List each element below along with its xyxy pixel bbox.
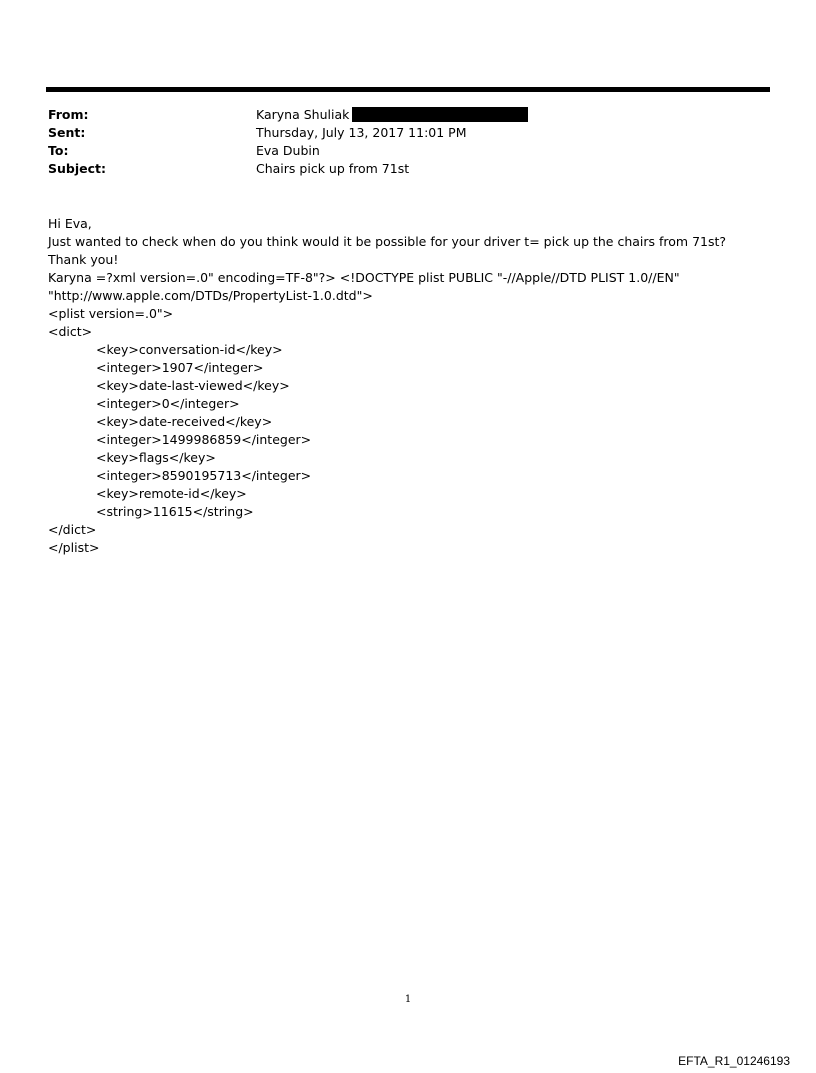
- body-line: <key>flags</key>: [96, 450, 216, 465]
- body-line: <integer>0</integer>: [96, 396, 240, 411]
- email-body: [48, 215, 768, 557]
- body-line: <key>conversation-id</key>: [96, 342, 283, 357]
- body-line: <integer>1499986859</integer>: [96, 432, 312, 447]
- sent-value: Thursday, July 13, 2017 11:01 PM: [256, 125, 467, 140]
- body-line: <dict>: [48, 324, 93, 339]
- body-line: Hi Eva,: [48, 216, 92, 231]
- body-line: <plist version=.0">: [48, 306, 174, 321]
- body-line: <integer>1907</integer>: [96, 360, 264, 375]
- header-row-subject: [48, 160, 748, 178]
- sender-name: Karyna Shuliak: [256, 107, 350, 122]
- page-number: 1: [404, 994, 412, 1005]
- subject-value: Chairs pick up from 71st: [256, 161, 410, 176]
- body-line: <string>11615</string>: [96, 504, 254, 519]
- body-line: </plist>: [48, 540, 100, 555]
- header-row-to: [48, 142, 748, 160]
- body-line: "http://www.apple.com/DTDs/PropertyList-1.0.dtd">: [48, 288, 373, 303]
- body-line: <key>date-received</key>: [96, 414, 273, 429]
- body-line: <key>date-last-viewed</key>: [96, 378, 290, 393]
- sent-label: Sent:: [48, 125, 86, 140]
- email-header: [48, 106, 748, 178]
- body-line: <key>remote-id</key>: [96, 486, 247, 501]
- from-value: [256, 106, 528, 124]
- body-line: Thank you!: [48, 252, 119, 267]
- to-label: To:: [48, 143, 69, 158]
- to-value: Eva Dubin: [256, 143, 320, 158]
- body-line: Karyna =?xml version=.0" encoding=TF-8"?> <!DOCTYPE plist PUBLIC "-//Apple//DTD PLIST 1.0//EN": [48, 270, 680, 285]
- from-label: From:: [48, 107, 89, 122]
- header-row-sent: [48, 124, 748, 142]
- header-divider-rule: [46, 87, 770, 92]
- body-line: Just wanted to check when do you think would it be possible for your driver t= pick up the chairs from 71st?: [48, 234, 727, 249]
- body-line: </dict>: [48, 522, 97, 537]
- redaction-block: [352, 107, 528, 122]
- subject-label: Subject:: [48, 161, 106, 176]
- body-line: <integer>8590195713</integer>: [96, 468, 312, 483]
- header-row-from: [48, 106, 748, 124]
- document-id: EFTA_R1_01246193: [678, 1054, 790, 1068]
